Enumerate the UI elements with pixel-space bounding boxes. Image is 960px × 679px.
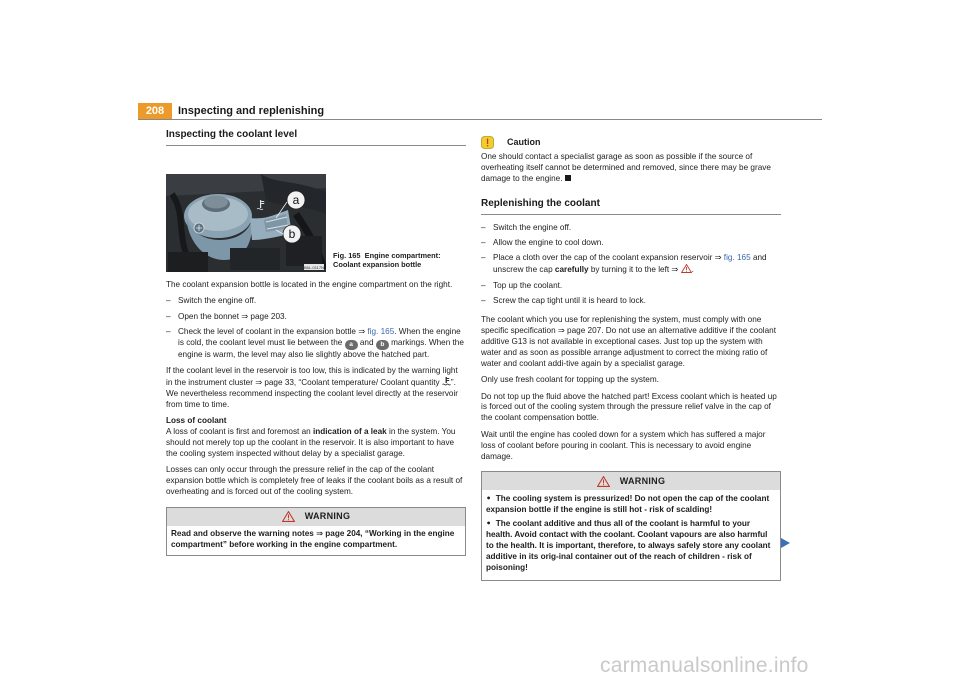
step3-text-and: and — [359, 338, 374, 348]
cool-down-paragraph: Wait until the engine has cooled down for a system which has suffered a major loss of coolant before pouring in coolant. This is necessary to avoid engine damage. — [481, 429, 766, 461]
right-step-4: – Top up the coolant. — [481, 281, 781, 292]
r-step3-text-mid: and unscrew the cap — [493, 253, 767, 275]
marker-a-badge: a — [345, 340, 358, 350]
r-step3-text-bold: carefully — [554, 265, 589, 275]
step3-text-pre: Check the level of coolant in the expansion bottle ⇒ — [178, 327, 366, 337]
left-step-1: – Switch the engine off. — [166, 296, 466, 307]
right-step-2: – Allow the engine to cool down. — [481, 238, 781, 249]
warning-bullet-text-2: The coolant additive and thus all of the coolant is harmful to your health. Avoid contact with the coolant. Coolant vapours are also harmful to the health. It is important, therefore, to always safely store any coolant additive in its orig-inal container out of the reach of children - risk of poisoning! — [486, 519, 771, 572]
low-coolant-paragraph — [166, 366, 466, 411]
step3-text-post: markings. When the engine is warm, the level may also lie slightly above the hatched part. — [178, 338, 464, 360]
hatched-part-paragraph: Do not top up the fluid above the hatched part! Excess coolant which is heated up is forced out of the cooling system through the pressure relief valve in the cap of the coolant compensation bottle. — [481, 391, 777, 423]
marker-b-badge: b — [376, 340, 389, 350]
left-warning-title: WARNING — [304, 511, 351, 522]
figure-label-b: b — [288, 226, 296, 241]
right-warning-box — [481, 471, 781, 580]
low-coolant-text-pre: If the coolant level in the reservoir is too low, this is indicated by the warning light in the instrument cluster ⇒ page 33, “Coolant temperature/ Coolant quantity — [166, 365, 458, 387]
page-number: 208 — [138, 103, 172, 119]
loss-text-pre: A loss of coolant is first and foremost an — [166, 426, 311, 436]
page-header — [138, 103, 822, 120]
right-column — [481, 136, 781, 581]
loss-of-coolant-paragraph — [166, 427, 466, 460]
warning-reference-icon[interactable] — [681, 264, 692, 273]
loss-text-post: in the system. You should not merely top up the coolant in the reservoir. It is also important to have the cooling system inspected without delay by a specialist garage. — [166, 426, 456, 458]
caution-title: Caution — [507, 137, 541, 148]
section-heading-inspecting: Inspecting the coolant level — [166, 130, 466, 146]
caution-exclamation-icon — [481, 136, 494, 149]
warning-bullet-text-1: The cooling system is pressurized! Do not open the cap of the coolant expansion bottle if the engine is still hot - risk of scalding! — [486, 494, 770, 515]
right-steps-list — [481, 223, 781, 307]
left-step-3 — [166, 327, 466, 361]
right-step-1: – Switch the engine off. — [481, 223, 781, 234]
step3-text-mid: . When the engine is cold, the coolant level must lie between the — [178, 327, 461, 348]
losses-paragraph: Losses can only occur through the pressure relief in the cap of the coolant expansion bottle which is completely free of leaks if the coolant boils as a result of overheating and is forced out of the cooling system. — [166, 465, 463, 496]
bullet-icon: • — [486, 518, 492, 529]
specification-paragraph: The coolant which you use for replenishing the system, must comply with one specific specification ⇒ page 207. Do not use an alternative additive if the coolant additive G13 is not available in exceptional cases. Just top up the system with water and as soon as possible arrange adjustment to correct the mixing ratio of water and coolant addi-tive again by a specialist garage. — [481, 315, 776, 368]
left-warning-box — [166, 507, 466, 556]
figure-caption-label: Fig. 165 — [333, 251, 361, 261]
caution-header — [481, 136, 781, 149]
header-title: Inspecting and replenishing — [178, 105, 325, 117]
watermark: carmanualsonline.info — [600, 654, 809, 677]
warning-triangle-icon — [597, 476, 610, 487]
right-step-5: – Screw the cap tight until it is heard to lock. — [481, 296, 781, 307]
left-warning-header — [167, 508, 465, 526]
fresh-coolant-paragraph: Only use fresh coolant for topping up the system. — [481, 375, 659, 385]
coolant-temperature-icon — [442, 377, 451, 386]
right-warning-body — [482, 490, 780, 579]
caution-paragraph — [481, 152, 781, 185]
loss-of-coolant-heading: Loss of coolant — [166, 416, 227, 426]
left-steps-list — [166, 296, 466, 361]
warning-bullet-item — [486, 518, 776, 574]
right-step-3: – Place a cloth over the cap of the coolant expansion reservoir ⇒ fig. 165 and unscrew the cap carefully by turning it to the left ⇒ . — [481, 253, 781, 276]
right-warning-header — [482, 472, 780, 490]
r-step3-text-pre: Place a cloth over the cap of the coolant expansion reservoir ⇒ — [493, 253, 722, 263]
intro-paragraph: The coolant expansion bottle is located in the engine compartment on the right. — [166, 279, 453, 289]
warning-triangle-icon — [282, 511, 295, 522]
warning-bullet-item — [486, 493, 776, 516]
left-warning-text: Read and observe the warning notes ⇒ page 204, “Working in the engine compartment” before working in the engine compartment. — [171, 528, 455, 549]
next-page-arrow-icon[interactable] — [779, 537, 791, 549]
right-warning-title: WARNING — [619, 475, 666, 486]
section-heading-replenishing: Replenishing the coolant — [481, 199, 781, 215]
bullet-icon: • — [486, 493, 492, 504]
figure-row — [166, 152, 466, 272]
fig-165-link-right[interactable]: fig. 165 — [723, 253, 751, 263]
end-of-section-icon — [565, 175, 571, 181]
low-coolant-text-post: ”. We nevertheless recommend inspecting the coolant level directly at the reservoir from time to time. — [166, 377, 459, 409]
fig-165-link[interactable]: fig. 165 — [367, 327, 395, 337]
left-column — [166, 130, 466, 556]
figure-label-a: a — [292, 192, 300, 207]
loss-text-bold: indication of a leak — [313, 426, 387, 436]
figure-caption-text: Engine compartment: Coolant expansion bottle — [333, 251, 441, 270]
engine-photo-illustration — [166, 174, 326, 272]
caution-text: One should contact a specialist garage as soon as possible if the source of overheating itself cannot be determined and removed, since there may be grave damage to the engine. — [481, 152, 771, 183]
figure-code: B6L-0117N — [304, 264, 324, 270]
figure-caption — [333, 252, 465, 272]
r-step3-text-post: by turning it to the left ⇒ — [590, 265, 679, 275]
left-step-2: – Open the bonnet ⇒ page 203. — [166, 312, 466, 323]
engine-compartment-figure — [166, 174, 326, 272]
